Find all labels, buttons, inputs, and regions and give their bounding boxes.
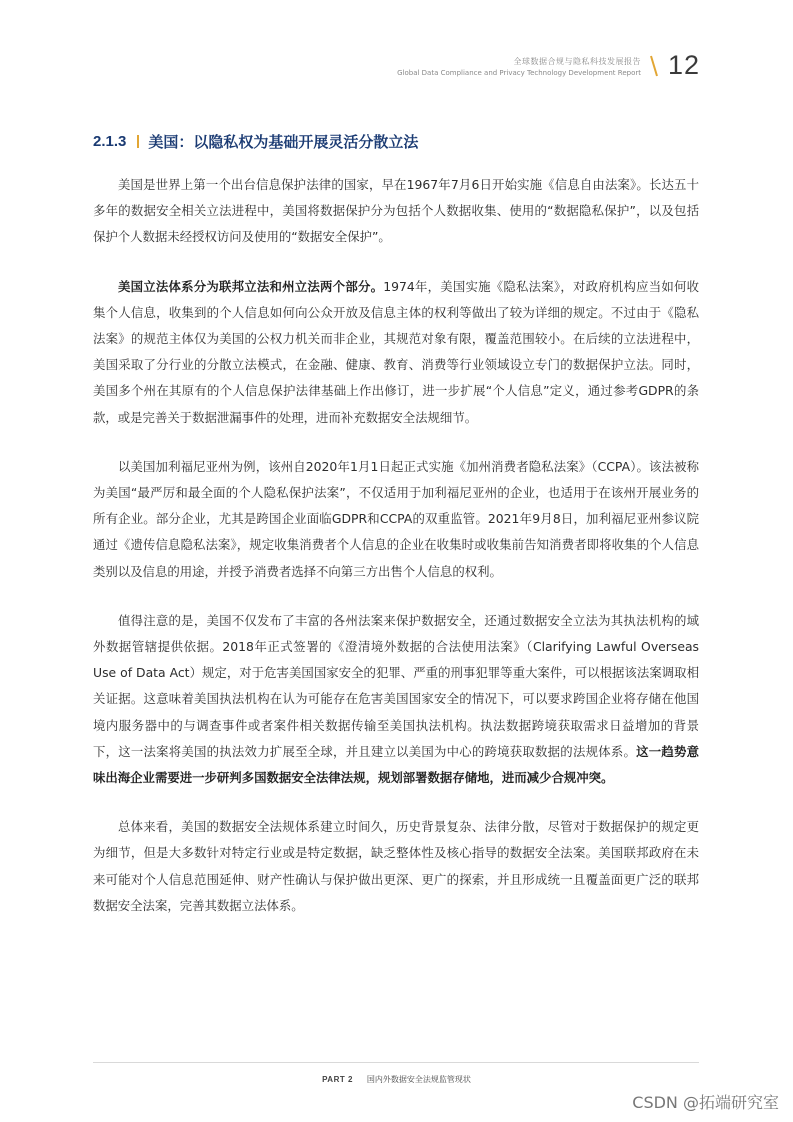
page-number: 12 <box>668 50 701 80</box>
paragraph-3-text: 以美国加利福尼亚州为例，该州自2020年1月1日起正式实施《加州消费者隐私法案》（CCPA）。该法被称为美国“最严厉和最全面的个人隐私保护法案”，不仅适用于加利福尼亚州的企业，也适用于在该州开展业务的所有企业。部分企业，尤其是跨国企业面临GDPR和CCPA的双重监管。2021年9月8日，加利福尼亚州参议院通过《遗传信息隐私法案》，规定收集消费者个人信息的企业在收集时或收集前告知消费者即将收集的个人信息类别以及信息的用途，并授予消费者选择不向第三方出售个人信息的权利。 <box>93 458 699 579</box>
paragraph-2-text: 1974年，美国实施《隐私法案》，对政府机构应当如何收集个人信息，收集到的个人信息如何向公众开放及信息主体的权利等做出了较为详细的规定。不过由于《隐私法案》的规范主体仅为美国的公权力机关而非企业，其规范对象有限，覆盖范围较小。在后续的立法进程中，美国采取了分行业的分散立法模式，在金融、健康、教育、消费等行业领域设立专门的数据保护立法。同时，美国多个州在其原有的个人信息保护法律基础上作出修订，进一步扩展“个人信息”定义，通过参考GDPR的条款，或是完善关于数据泄漏事件的处理，进而补充数据安全法规细节。 <box>93 278 699 425</box>
paragraph-1-text: 美国是世界上第一个出台信息保护法律的国家，早在1967年7月6日开始实施《信息自由法案》。长达五十多年的数据安全相关立法进程中，美国将数据保护分为包括个人数据收集、使用的“数据隐私保护”，以及包括保护个人数据未经授权访问及使用的“数据安全保护”。 <box>93 177 699 245</box>
section-divider-bar <box>137 135 139 148</box>
footer <box>0 1074 793 1085</box>
paragraph-5 <box>93 814 699 919</box>
paragraph-5-text: 总体来看，美国的数据安全法规体系建立时间久，历史背景复杂、法律分散，尽管对于数据保护的规定更为细节，但是大多数针对特定行业或是特定数据，缺乏整体性及核心指导的数据安全法案。美国联邦政府在未来可能对个人信息范围延伸、财产性确认与保护做出更深、更广的探索，并且形成统一且覆盖面更广泛的联邦数据安全法案，完善其数据立法体系。 <box>93 819 699 913</box>
footer-divider <box>93 1062 699 1063</box>
paragraph-2 <box>93 274 699 431</box>
footer-part-label: PART 2 <box>322 1075 353 1084</box>
footer-title: 国内外数据安全法规监管现状 <box>366 1075 471 1084</box>
paragraph-4-bold-tail: 这一趋势意味出海企业需要进一步研判多国数据安全法律法规，规划部署数据存储地，进而减少合规冲突。 <box>93 743 700 786</box>
header-title-en: Global Data Compliance and Privacy Technology Development Report <box>397 69 641 77</box>
paragraph-3 <box>93 454 699 585</box>
section-heading <box>93 128 418 154</box>
section-number: 2.1.3 <box>93 132 127 150</box>
paragraph-4 <box>93 608 699 791</box>
section-title: 美国：以隐私权为基础开展灵活分散立法 <box>148 132 419 151</box>
paragraph-1 <box>93 172 699 251</box>
watermark: CSDN @拓端研究室 <box>632 1093 779 1112</box>
paragraph-2-bold-lead: 美国立法体系分为联邦立法和州立法两个部分。 <box>118 278 384 294</box>
header-slash-icon <box>648 54 660 78</box>
header-title-zh: 全球数据合规与隐私科技发展报告 <box>513 57 641 66</box>
paragraph-4-text: 值得注意的是，美国不仅发布了丰富的各州法案来保护数据安全，还通过数据安全立法为其执法机构的域外数据管辖提供依据。2018年正式签署的《澄清境外数据的合法使用法案》（Clarifying Lawful Overseas Use of Data Act）规定，对于危害美国国家安全的犯罪、严重的刑事犯罪等重大案件，可以根据该法案调取相关证据。这意味着美国执法机构在认为可能存在危害美国国家安全的情况下，可以要求跨国企业将存储在他国境内服务器中的与调查事件或者案件相关数据传输至美国执法机构。执法数据跨境获取需求日益增加的背景下，这一法案将美国的执法效力扩展至全球，并且建立以美国为中心的跨境获取数据的法规体系。 <box>93 612 699 759</box>
body-content <box>93 172 699 942</box>
